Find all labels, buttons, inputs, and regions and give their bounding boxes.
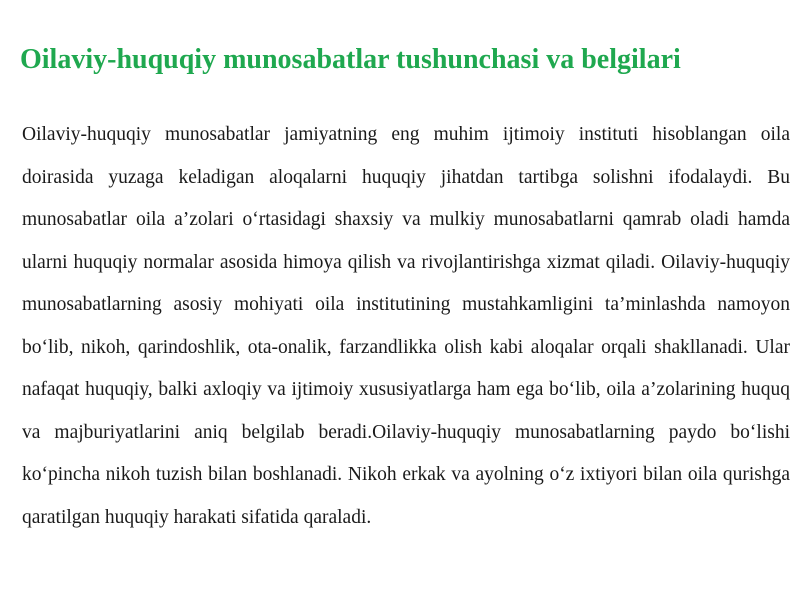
slide-body-paragraph: Oilaviy-huquqiy munosabatlar jamiyatning eng muhim ijtimoiy instituti hisoblangan oila doirasida yuzaga keladigan aloqalarni huquqiy jihatdan tartibga solishni ifodalaydi. Bu munosabatlar oila a’zolari o‘rtasidagi shaxsiy va mulkiy munosabatlarni qamrab oladi hamda ularni huquqiy normalar asosida himoya qilish va rivojlantirishga xizmat qiladi. Oilaviy-huquqiy munosabatlarning asosiy mohiyati oila institutining mustahkamligini ta’minlashda namoyon bo‘lib, nikoh, qarindoshlik, ota-onalik, farzandlikka olish kabi aloqalar orqali shakllanadi. Ular nafaqat huquqiy, balki axloqiy va ijtimoiy xususiyatlarga ham ega bo‘lib, oila a’zolarining huquq va majburiyatlarini aniq belgilab beradi.Oilaviy-huquqiy munosabatlarning paydo bo‘lishi ko‘pincha nikoh tuzish bilan boshlanadi. Nikoh erkak va ayolning o‘z ixtiyori bilan oila qurishga qaratilgan huquqiy harakati sifatida qaraladi. <box>22 124 790 528</box>
slide-title: Oilaviy-huquqiy munosabatlar tushunchasi va belgilari <box>20 44 681 75</box>
